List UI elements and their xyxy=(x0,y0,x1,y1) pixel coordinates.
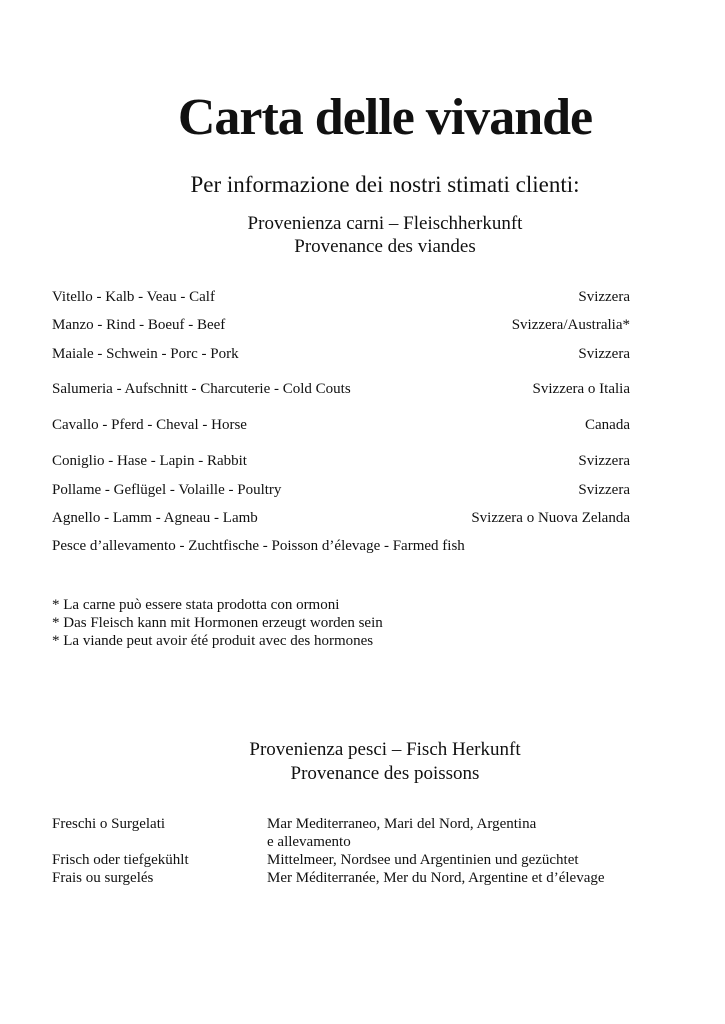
meat-heading-line2: Provenance des viandes xyxy=(294,236,476,257)
meat-row xyxy=(52,450,630,472)
page-subtitle: Per informazione dei nostri stimati clienti: xyxy=(190,172,580,197)
meat-row xyxy=(52,414,630,436)
meat-name: Maiale - Schwein - Porc - Pork xyxy=(52,346,239,362)
meat-name: Agnello - Lamm - Agneau - Lamb xyxy=(52,510,258,526)
meat-origin: Svizzera xyxy=(578,289,630,305)
fish-type: Freschi o Surgelati xyxy=(52,816,166,832)
note-line: * La carne può essere stata prodotta con ormoni xyxy=(52,597,340,613)
meat-row xyxy=(52,378,630,400)
page-title: Carta delle vivande xyxy=(177,89,593,146)
fish-type: Frisch oder tiefgekühlt xyxy=(52,852,189,868)
meat-origin: Svizzera xyxy=(578,453,630,469)
meat-origin: Svizzera o Italia xyxy=(532,381,630,397)
meat-origin: Svizzera xyxy=(578,346,630,362)
meat-name: Salumeria - Aufschnitt - Charcuterie - Cold Couts xyxy=(52,381,351,397)
hormone-notes xyxy=(52,596,383,650)
meat-name: Coniglio - Hase - Lapin - Rabbit xyxy=(52,453,247,469)
fish-heading-line1: Provenienza pesci – Fisch Herkunft xyxy=(249,739,521,760)
meat-origin: Canada xyxy=(585,417,630,433)
meat-origin: Svizzera o Nuova Zelanda xyxy=(471,510,630,526)
meat-name: Manzo - Rind - Boeuf - Beef xyxy=(52,317,226,333)
fish-heading-line2: Provenance des poissons xyxy=(290,763,480,784)
meat-row xyxy=(52,343,630,365)
meat-row xyxy=(52,507,630,529)
meat-name: Pollame - Geflügel - Volaille - Poultry xyxy=(52,482,282,498)
note-line: * La viande peut avoir été produit avec des hormones xyxy=(52,633,374,649)
meat-name: Pesce d’allevamento - Zuchtfische - Poisson d’élevage - Farmed fish xyxy=(52,538,465,554)
fish-origin: Mar Mediterraneo, Mari del Nord, Argentina xyxy=(267,816,537,832)
fish-origin: e allevamento xyxy=(267,834,351,850)
meat-row xyxy=(52,314,630,336)
meat-origin: Svizzera/Australia* xyxy=(511,317,630,333)
meat-name: Vitello - Kalb - Veau - Calf xyxy=(52,289,215,305)
meat-name: Cavallo - Pferd - Cheval - Horse xyxy=(52,417,247,433)
meat-row xyxy=(52,479,630,501)
fish-type: Frais ou surgelés xyxy=(52,870,154,886)
note-line: * Das Fleisch kann mit Hormonen erzeugt worden sein xyxy=(52,615,383,631)
meat-row xyxy=(52,286,630,308)
fish-origin: Mittelmeer, Nordsee und Argentinien und gezüchtet xyxy=(267,852,579,868)
fish-origin: Mer Méditerranée, Mer du Nord, Argentine et d’élevage xyxy=(267,870,605,886)
meat-row xyxy=(52,535,630,557)
meat-heading-line1: Provenienza carni – Fleischherkunft xyxy=(247,213,523,234)
meat-origin: Svizzera xyxy=(578,482,630,498)
